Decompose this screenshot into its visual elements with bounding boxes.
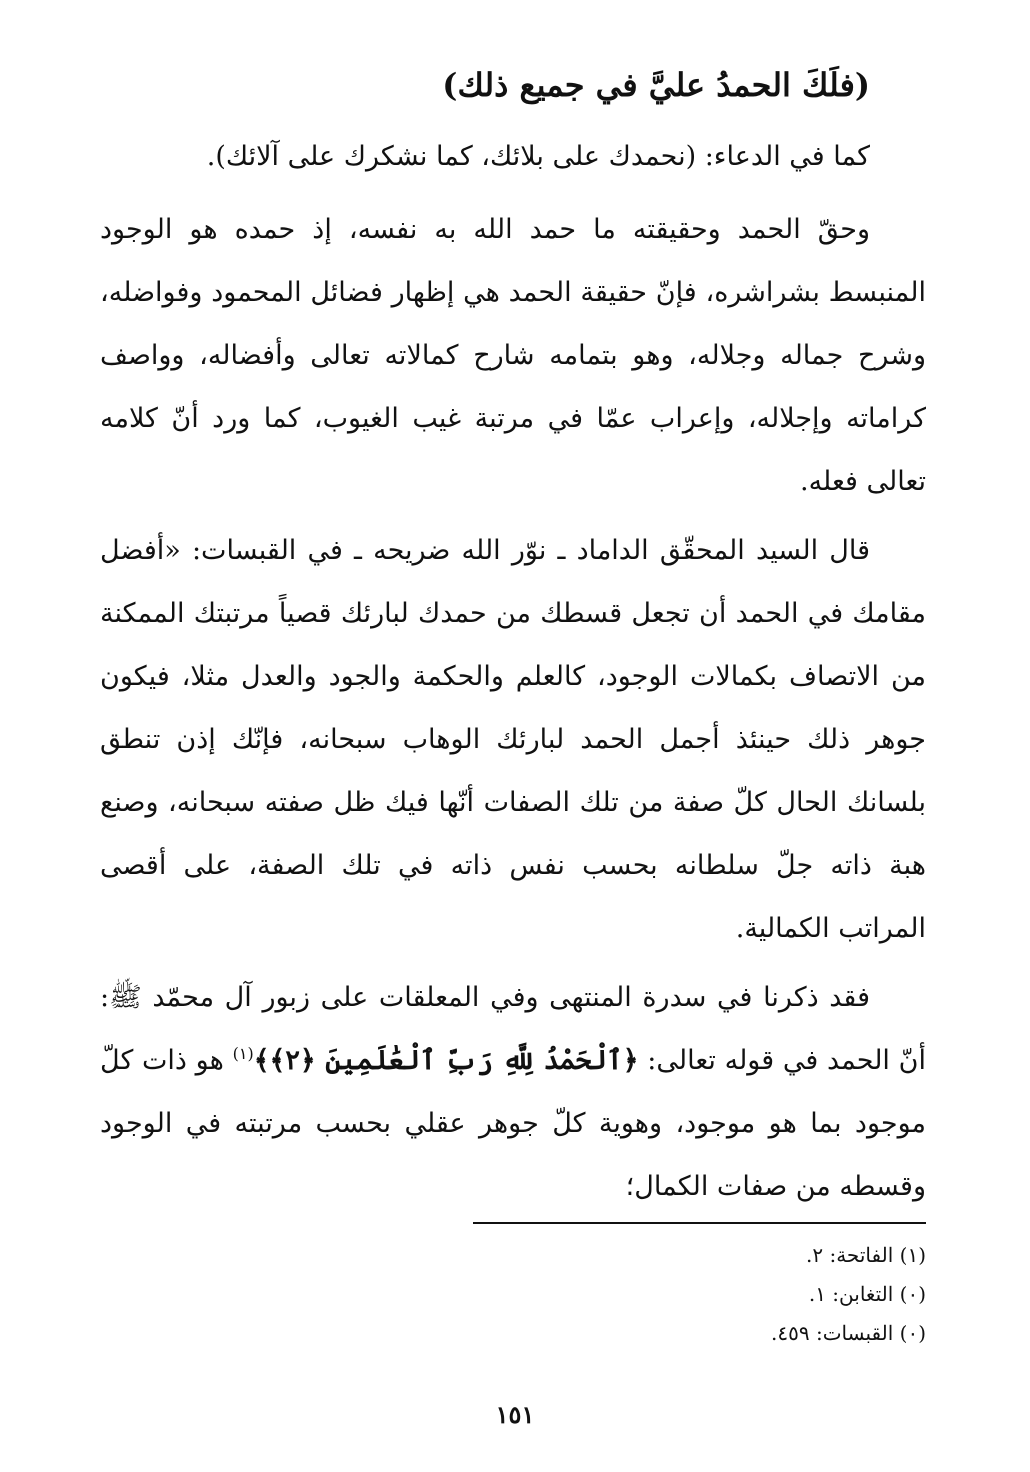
paragraph-truth-of-praise: وحقّ الحمد وحقيقته ما حمد الله به نفسه، إذ حمده هو الوجود المنبسط بشراشره، فإنّ حقيقة الحمد هي إظهار فضائل المحمود وفواضله، وشرح جماله وجلاله، وهو بتمامه شارح كمالاته تعالى وأفضاله، وواصف كراماته وإجلاله، وإعراب عمّا في مرتبة غيب الغيوب، كما ورد أنّ كلامه تعالى فعله. — [100, 214, 926, 497]
quran-verse: ﴿ٱلْحَمْدُ لِلَّهِ رَبِّ ٱلْعَٰلَمِينَ ﴿٢﴾﴾ — [253, 1045, 639, 1076]
footnote-reference: (١) — [232, 1044, 254, 1063]
section-heading: (فلَكَ الحمدُ عليَّ في جميع ذلك) — [442, 66, 870, 104]
paragraph-rest-text: هو ذات كلّ موجود بما هو موجود، وهوية كلّ جوهر عقلي بحسب مرتبته في الوجود وقسطه من صفات الكمال؛ — [100, 1045, 926, 1202]
footnote-divider — [473, 1222, 926, 1224]
paragraph-prayer-quote: كما في الدعاء: (نحمدك على بلائك، كما نشكرك على آلائك). — [206, 141, 870, 172]
footnote-item: (٠) القبسات: ٤٥٩. — [771, 1321, 926, 1345]
paragraph-intro-text: فقد ذكرنا في سدرة المنتهى وفي المعلقات على زبور آل محمّد ﷺ: أنّ الحمد في قوله تعالى: — [100, 982, 926, 1076]
page-body — [100, 55, 926, 1224]
footnote-item: (١) الفاتحة: ٢. — [806, 1243, 926, 1267]
paragraph-damad-quote: قال السيد المحقّق الداماد ـ نوّر الله ضريحه ـ في القبسات: «أفضل مقامك في الحمد أن تجعل قسطك من حمدك لبارئك قصياً مرتبتك الممكنة من الاتصاف بكمالات الوجود، كالعلم والحكمة والجود والعدل مثلا، فيكون جوهر ذلك حينئذ أجمل الحمد لبارئك الوهاب سبحانه، فإنّك إذن تنطق بلسانك الحال كلّ صفة من تلك الصفات أنّها فيك ظل صفته سبحانه، وصنع هبة ذاته جلّ سلطانه بحسب نفس ذاته في تلك الصفة، على أقصى المراتب الكمالية. — [100, 535, 926, 944]
footnotes — [326, 1236, 926, 1353]
paragraph-sidrat-al-muntaha — [100, 966, 926, 1218]
footnote-item: (٠) التغابن: ١. — [808, 1282, 926, 1306]
page-number: ١٥١ — [495, 1400, 535, 1429]
